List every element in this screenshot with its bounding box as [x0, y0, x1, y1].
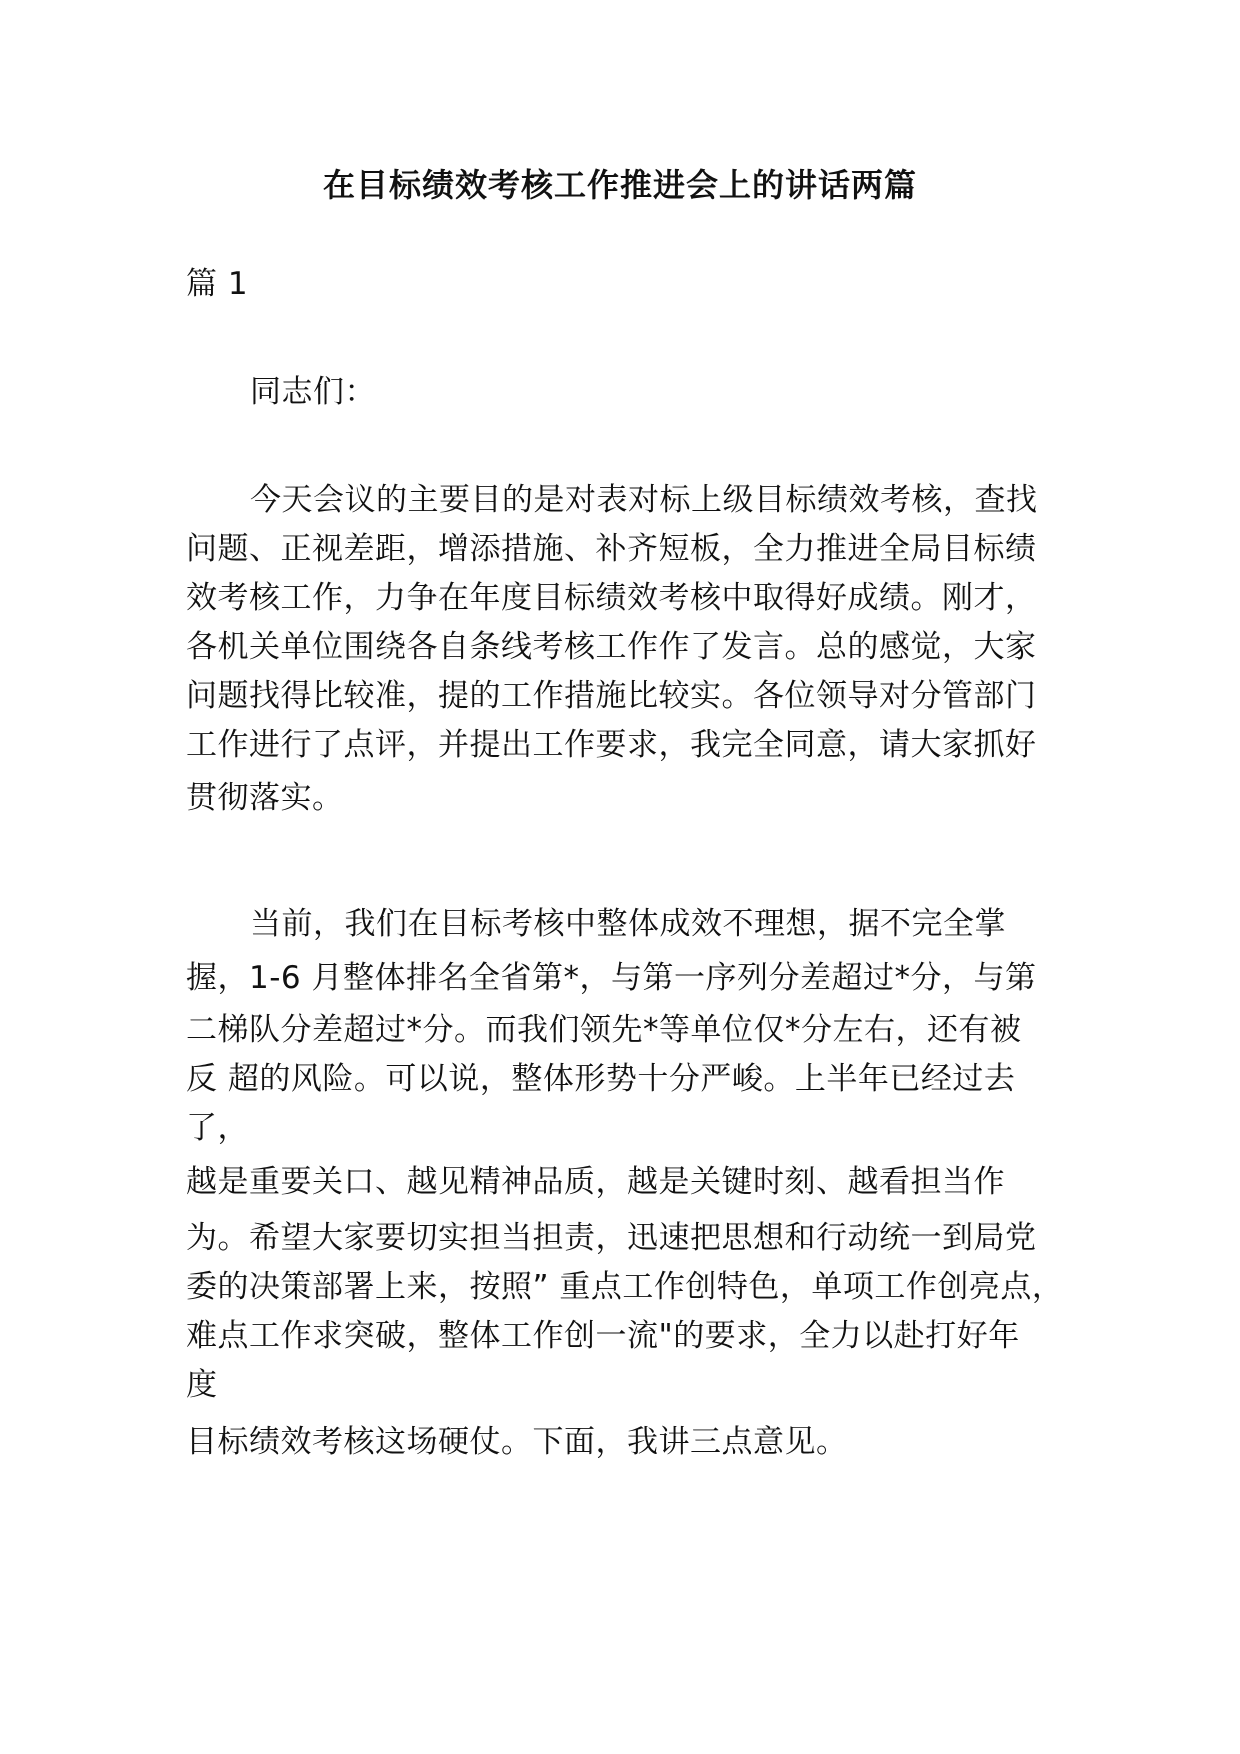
paragraph-line: 为。希望大家要切实担当担责，迅速把思想和行动统一到局党	[186, 1220, 1037, 1256]
paragraph-line: 二梯队分差超过*分。而我们领先*等单位仅*分左右，还有被	[186, 1012, 1022, 1048]
paragraph-line: 越是重要关口、越见精神品质，越是关键时刻、越看担当作	[186, 1164, 1005, 1200]
paragraph-line: 问题找得比较准，提的工作措施比较实。各位领导对分管部门	[186, 678, 1037, 714]
paragraph-line: 贯彻落实。	[186, 780, 344, 816]
paragraph-line: 目标绩效考核这场硬仗。下面，我讲三点意见。	[186, 1424, 848, 1460]
paragraph-line: 度	[186, 1367, 218, 1403]
paragraph-line: 各机关单位围绕各自条线考核工作作了发言。总的感觉，大家	[186, 629, 1037, 665]
paragraph-line: 效考核工作，力争在年度目标绩效考核中取得好成绩。刚才，	[186, 580, 1037, 616]
paragraph-line: 反 超的风险。可以说，整体形势十分严峻。上半年已经过去	[186, 1061, 1016, 1097]
paragraph-line: 委的决策部署上来，按照” 重点工作创特色，单项工作创亮点，	[186, 1269, 1064, 1305]
paragraph-line: 当前，我们在目标考核中整体成效不理想，据不完全掌	[250, 906, 1006, 942]
paragraph-line: 今天会议的主要目的是对表对标上级目标绩效考核，查找	[250, 482, 1038, 518]
section-label: 篇 1	[186, 266, 249, 302]
paragraph-line: 握，1-6 月整体排名全省第*，与第一序列分差超过*分，与第	[186, 960, 1037, 996]
salutation: 同志们：	[250, 374, 376, 410]
paragraph-line: 问题、正视差距，增添措施、补齐短板，全力推进全局目标绩	[186, 531, 1037, 567]
paragraph-line: 工作进行了点评，并提出工作要求，我完全同意，请大家抓好	[186, 727, 1037, 763]
paragraph-line: 难点工作求突破，整体工作创一流"的要求，全力以赴打好年	[186, 1318, 1020, 1354]
document-title: 在目标绩效考核工作推进会上的讲话两篇	[322, 166, 917, 204]
paragraph-line: 了，	[186, 1110, 249, 1146]
